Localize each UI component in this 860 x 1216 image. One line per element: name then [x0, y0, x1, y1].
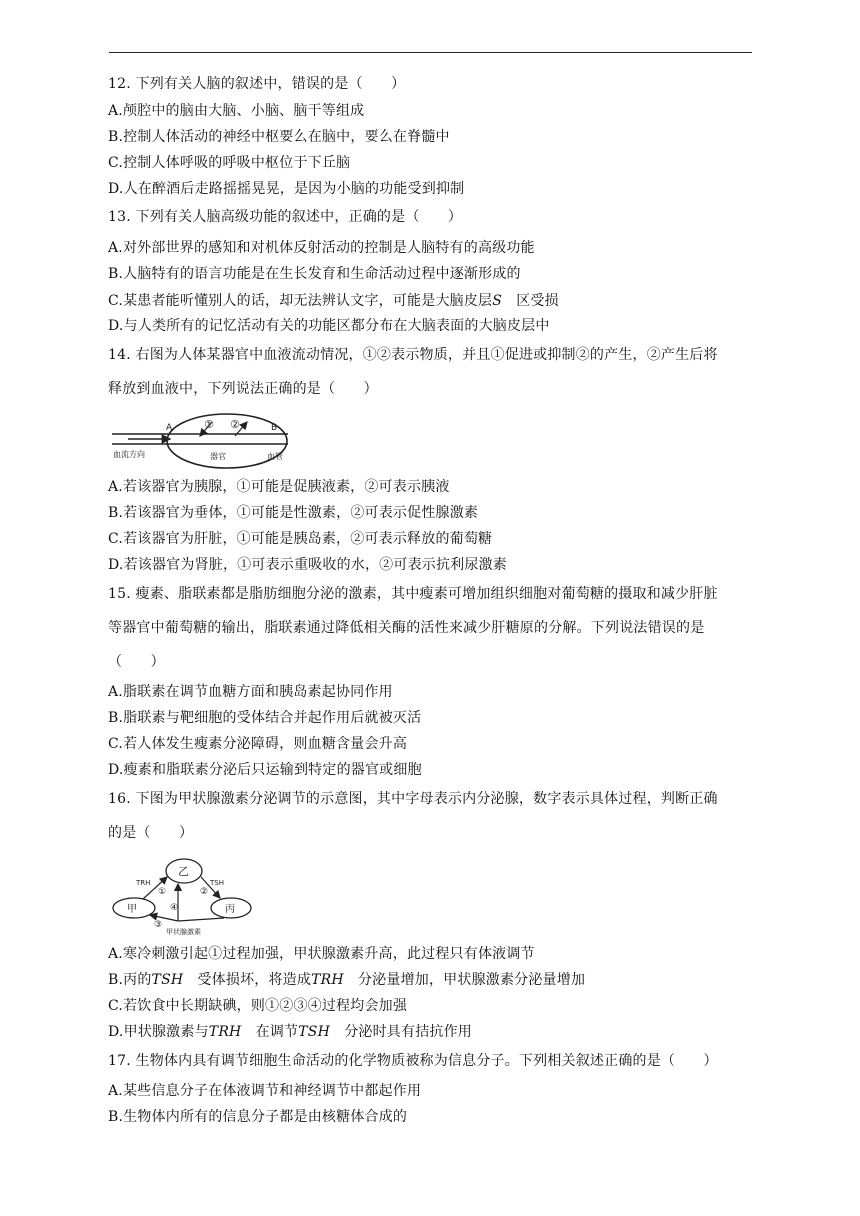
thyroid-hormone-line: [178, 918, 224, 921]
q17-option-a: A.某些信息分子在体液调节和神经调节中都起作用: [108, 1083, 422, 1099]
q15-stem-line-1: 15. 瘦素、脂联素都是脂肪细胞分泌的激素，其中瘦素可增加组织细胞对葡萄糖的摄取和减少肝脏: [108, 586, 718, 602]
label-a: A: [166, 423, 173, 433]
q14-organ-blood-flow-diagram: [110, 410, 300, 472]
q12-option-c: C.控制人体呼吸的呼吸中枢位于下丘脑: [108, 155, 351, 171]
q15-option-a: A.脂联素在调节血糖方面和胰岛素起协同作用: [108, 684, 393, 700]
label-b: B: [271, 423, 278, 433]
label-organ: 器官: [210, 452, 226, 461]
node-jia-label: 甲: [127, 904, 137, 915]
node-yi-label: 乙: [178, 865, 189, 878]
q16-stem-line-2: 的是（ ）: [108, 825, 194, 841]
label-substance-1: ①: [204, 418, 214, 431]
node-bing-label: 丙: [225, 904, 235, 915]
q13-option-c: C.某患者能听懂别人的话，却无法辨认文字，可能是大脑皮层𝑆 区受损: [108, 293, 559, 309]
q15-option-c: C.若人体发生瘦素分泌障碍，则血糖含量会升高: [108, 736, 408, 752]
q12-option-d: D.人在醉酒后走路摇摇晃晃，是因为小脑的功能受到抑制: [108, 181, 465, 197]
label-tsh: TSH: [210, 879, 224, 887]
q16-option-c: C.若饮食中长期缺碘，则①②③④过程均会加强: [108, 998, 408, 1014]
q14-stem-line-1: 14. 右图为人体某器官中血液流动情况，①②表示物质，并且①促进或抑制②的产生，②产生后将: [108, 347, 718, 363]
label-process-2: ②: [200, 887, 209, 897]
q15-option-d: D.瘦素和脂联素分泌后只运输到特定的器官或细胞: [108, 762, 422, 778]
label-vessel: 血管: [267, 452, 283, 461]
q17-option-b: B.生物体内所有的信息分子都是由核糖体合成的: [108, 1109, 408, 1125]
q13-stem: 13. 下列有关人脑高级功能的叙述中，正确的是（ ）: [108, 209, 463, 225]
label-process-1: ①: [158, 887, 167, 897]
q16-stem-line-1: 16. 下图为甲状腺激素分泌调节的示意图，其中字母表示内分泌腺，数字表示具体过程，判断正确: [108, 791, 718, 807]
q16-thyroid-regulation-diagram: [110, 853, 260, 937]
q14-option-b: B.若该器官为垂体，①可能是性激素，②可表示促性腺激素: [108, 505, 479, 521]
q12-stem: 12. 下列有关人脑的叙述中，错误的是（ ）: [108, 76, 406, 92]
q12-option-a: A.颅腔中的脑由大脑、小脑、脑干等组成: [108, 103, 365, 119]
q14-option-c: C.若该器官为肝脏，①可能是胰岛素，②可表示释放的葡萄糖: [108, 531, 493, 547]
q13-option-a: A.对外部世界的感知和对机体反射活动的控制是人脑特有的高级功能: [108, 240, 535, 256]
q14-option-d: D.若该器官为肾脏，①可表示重吸收的水，②可表示抗利尿激素: [108, 557, 507, 573]
q13-option-b: B.人脑特有的语言功能是在生长发育和生命活动过程中逐渐形成的: [108, 266, 521, 282]
q16-option-a: A.寒冷刺激引起①过程加强，甲状腺激素升高，此过程只有体液调节: [108, 946, 535, 962]
q12-option-b: B.控制人体活动的神经中枢要么在脑中，要么在脊髓中: [108, 129, 450, 145]
q16-option-b: B.丙的𝑇𝑆𝐻 受体损坏，将造成𝑇𝑅𝐻 分泌量增加，甲状腺激素分泌量增加: [108, 972, 586, 988]
label-thyroid-hormone: 甲状腺激素: [166, 928, 201, 936]
q13-option-d: D.与人类所有的记忆活动有关的功能区都分布在大脑表面的大脑皮层中: [108, 318, 550, 334]
q17-stem: 17. 生物体内具有调节细胞生命活动的化学物质被称为信息分子。下列相关叙述正确的是（ ）: [108, 1053, 718, 1069]
label-process-4: ④: [170, 903, 179, 913]
label-trh: TRH: [136, 879, 151, 887]
q14-stem-line-2: 释放到血液中，下列说法正确的是（ ）: [108, 381, 378, 397]
q14-option-a: A.若该器官为胰腺，①可能是促胰液素，②可表示胰液: [108, 479, 450, 495]
label-blood-flow: 血流方向: [113, 450, 145, 459]
q16-option-d: D.甲状腺激素与𝑇𝑅𝐻 在调节𝑇𝑆𝐻 分泌时具有拮抗作用: [108, 1024, 473, 1040]
q15-stem-line-2: 等器官中葡萄糖的输出，脂联素通过降低相关酶的活性来减少肝糖原的分解。下列说法错误的是: [108, 620, 705, 636]
label-substance-2: ②: [230, 418, 240, 431]
label-process-3: ③: [154, 920, 163, 930]
q15-stem-line-3: （ ）: [108, 654, 165, 670]
header-rule: [109, 52, 752, 53]
q15-option-b: B.脂联素与靶细胞的受体结合并起作用后就被灭活: [108, 710, 422, 726]
